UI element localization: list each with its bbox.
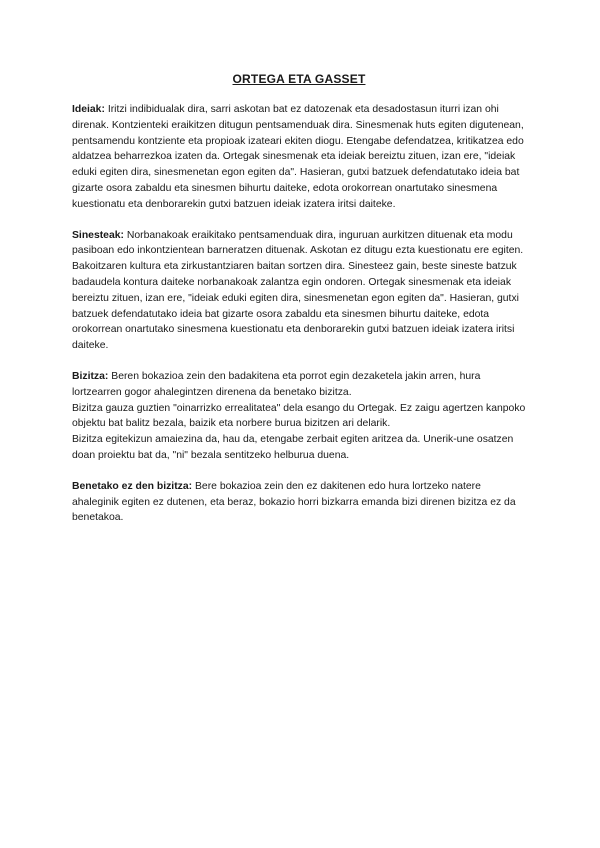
- section-text: Bere bokazioa zein den ez dakitenen edo hura lortzeko natere ahaleginik egiten ez dutenen, eta beraz, bokazio horri bizkarra emanda bizi direnen bizitza ez da benetakoa.: [72, 480, 516, 524]
- section-paragraph: [72, 369, 526, 401]
- section-paragraph: [72, 479, 526, 526]
- section-ideiak: [72, 102, 526, 213]
- section-text: Norbanakoak eraikitako pentsamenduak dira, inguruan aurkitzen dituenak eta modu pasiboan edo inkontzientean barneratzen dituenak. Askotan ez ditugu ezta kuestionatu ere egiten. Bakoitzaren kultura eta zirkustantziaren baitan sortzen dira. Sinesteez gain, beste sineste batzuk badaudela kontura daiteke norbanakoak zalantza egin ondoren. Ortegak sinesmenak eta ideiak bereiztu zituen, izan ere, "ideiak eduki egiten dira, sinesmenetan egon egiten da". Hasieran, gutxi batzuek defendatutako ideia bat gizarte osora zabaldu eta sinesmen bihurtu daiteke, edota orokorrean onartutako sinesmena kuestionatu eta denborarekin gutxi batzuen ideiak izatera iritsi daiteke.: [72, 229, 524, 352]
- section-paragraph: Bizitza gauza guztien "oinarrizko errealitatea" dela esango du Ortegak. Ez zaigu agertzen kanpoko objektu bat balitz bezala, baizik eta norbere burua bizitzen ari delarik.: [72, 402, 526, 430]
- section-term: Bizitza:: [72, 370, 109, 382]
- section-term: Sinesteak:: [72, 229, 124, 241]
- document-title: ORTEGA ETA GASSET: [232, 72, 366, 86]
- section-paragraph: [72, 102, 526, 213]
- section-term: Ideiak:: [72, 104, 105, 115]
- section-text: Iritzi indibidualak dira, sarri askotan bat ez datozenak eta desadostasun iturri izan ohi direnak. Kontzienteki eraikitzen ditugun pentsamenduak dira. Sinesmenak huts egiten digutenean, pentsamendu kontziente eta propioak izateari ekiten diogu. Etengabe defendatzea, kritikatzea edo aldatzea beharrezkoa izaten da. Ortegak sinesmenak eta ideiak bereiztu zituen, izan ere, "ideiak eduki egiten dira, sinesmenetan egon egiten da". Hasieran, gutxi batzuek defendatutako ideia bat gizarte osora zabaldu eta sinesmen bihurtu daiteke, edota orokorrean onartutako sinesmena kuestionatu eta denborarekin gutxi batzuen ideiak izatera iritsi daiteke.: [72, 104, 524, 210]
- section-bizitza: [72, 369, 526, 464]
- section-paragraph: [72, 228, 526, 354]
- section-term: Benetako ez den bizitza:: [72, 480, 193, 492]
- section-benetako-ez-den-bizitza: [72, 479, 526, 526]
- section-paragraph: Bizitza egitekizun amaiezina da, hau da, etengabe zerbait egiten aritzea da. Unerik-une osatzen doan proiektu bat da, "ni" bezala sentitzeko helburua duena.: [72, 434, 514, 461]
- section-sinesteak: [72, 228, 526, 354]
- section-text: Beren bokazioa zein den badakitena eta porrot egin dezaketela jakin arren, hura lortzearren gogor ahalegintzen direnena da benetako bizitza.: [72, 370, 481, 398]
